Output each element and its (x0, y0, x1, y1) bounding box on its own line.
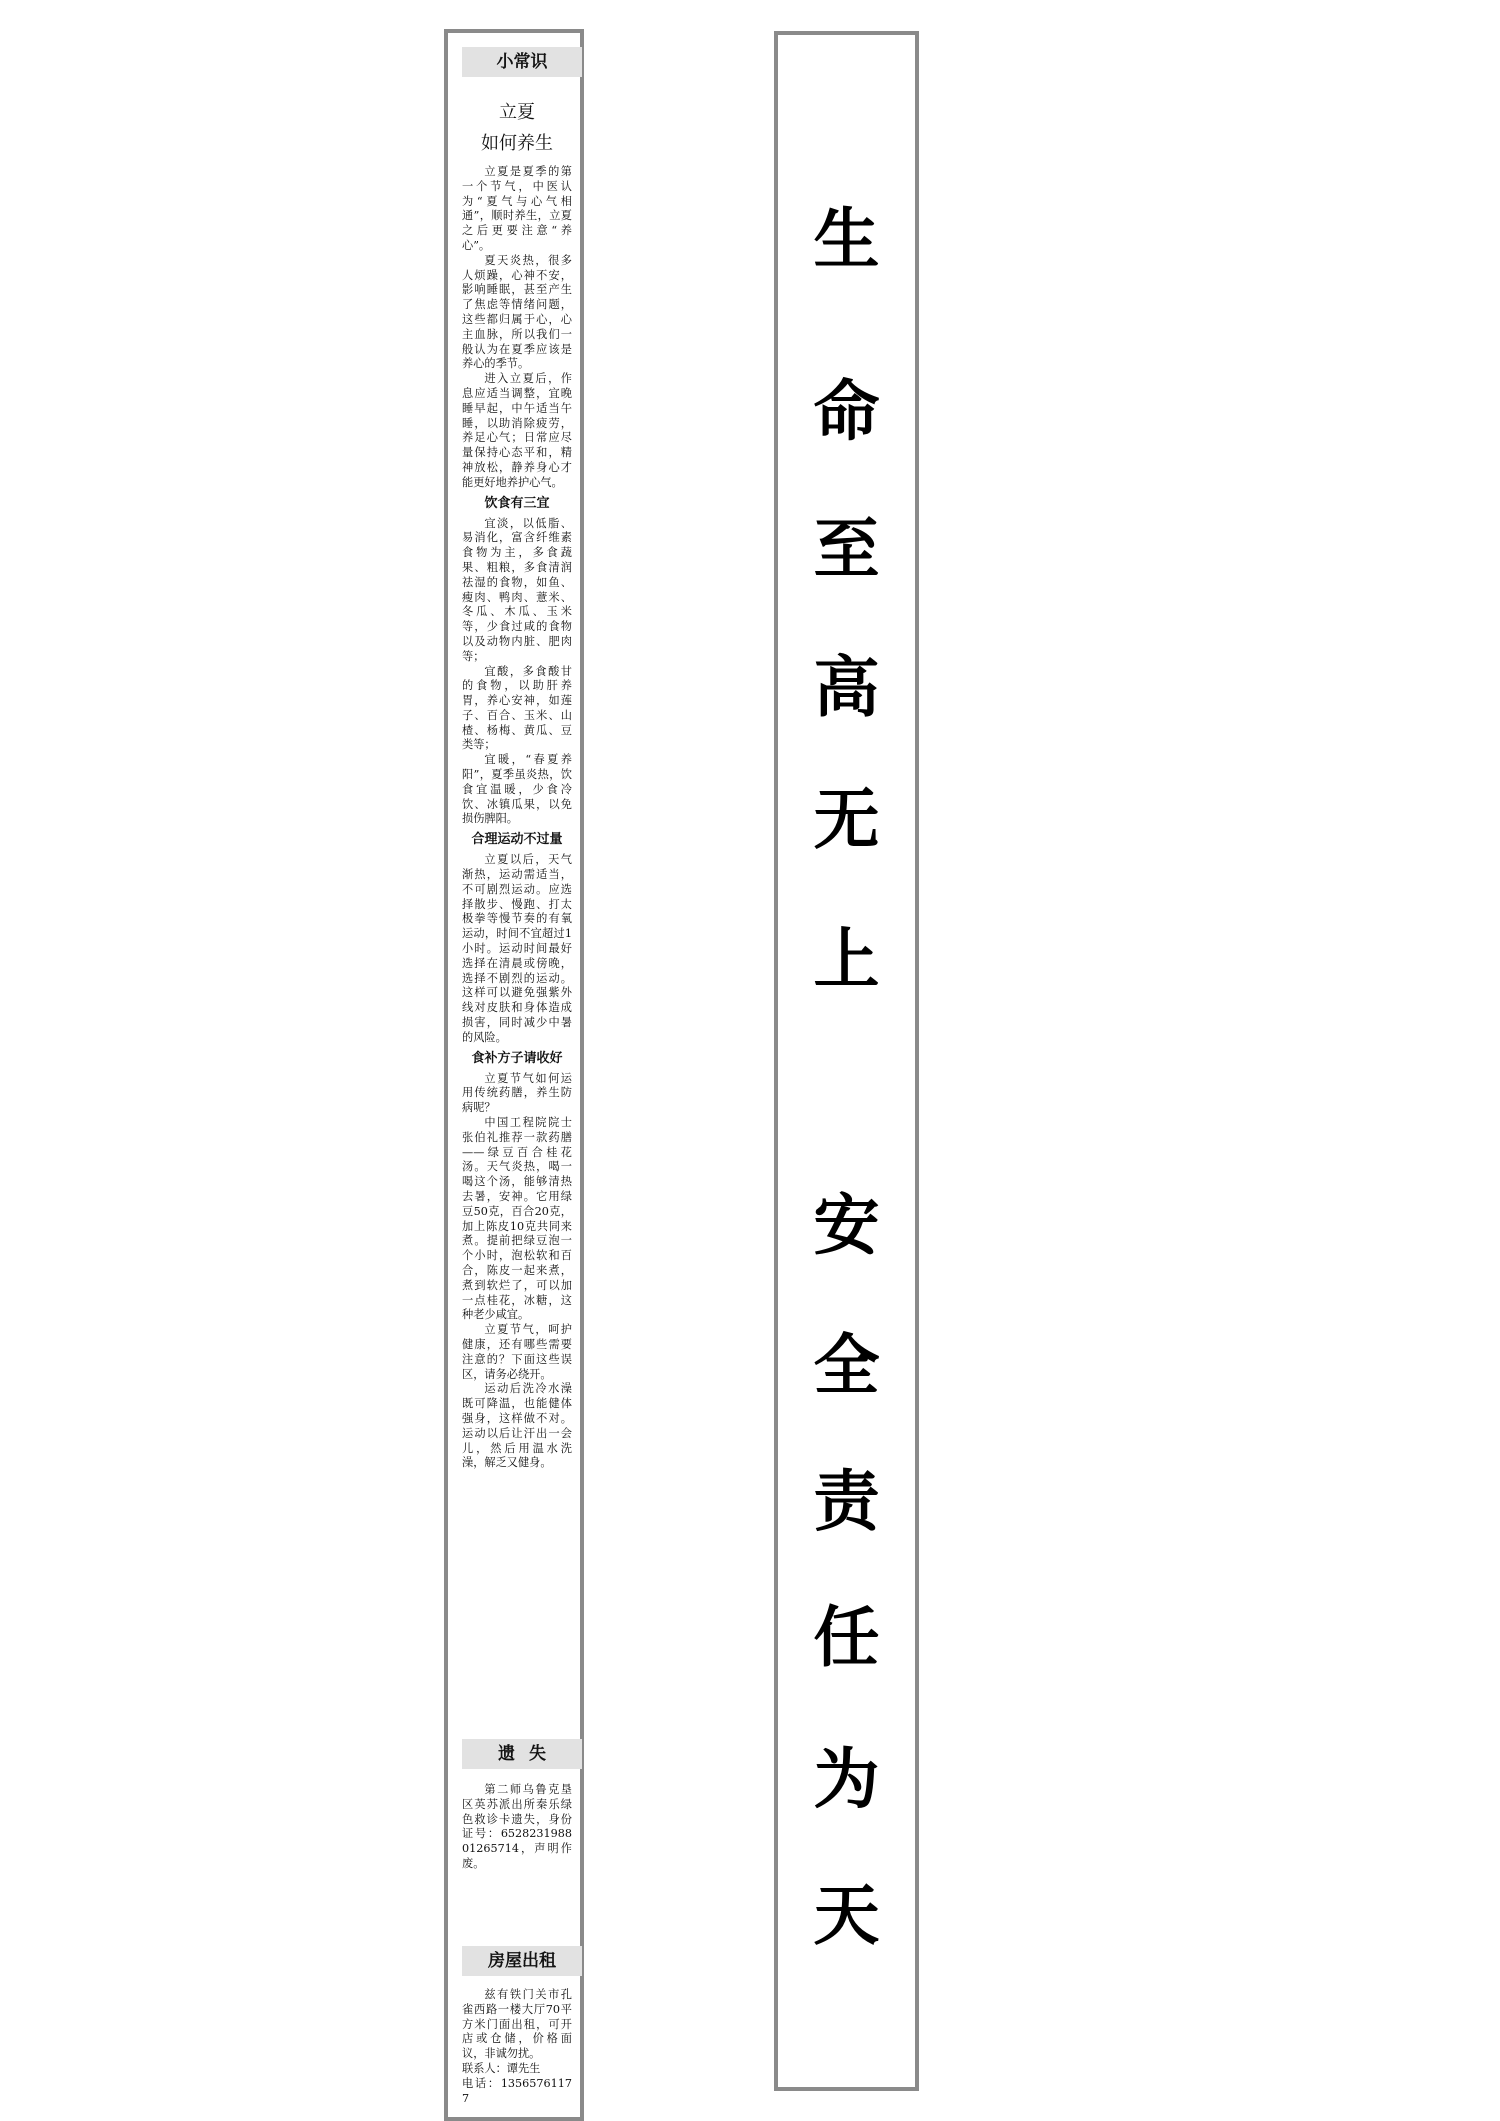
rent-contact: 联系人：谭先生 (462, 2061, 541, 2075)
slogan-char: 命 (813, 373, 880, 450)
food-subtitle: 食补方子请收好 (471, 1050, 563, 1066)
rent-section (462, 1946, 572, 2106)
tips-section (462, 47, 572, 1471)
slogan-char: 责 (813, 1463, 880, 1540)
lost-header: 遗失 (462, 1739, 582, 1769)
slogan-char: 任 (813, 1599, 880, 1676)
article-title-line2: 如何养生 (481, 133, 553, 154)
diet-paragraph: 宜酸，多食酸甘的食物，以助肝养胃，养心安神，如莲子、百合、玉米、山楂、杨梅、黄瓜、豆类等； (462, 664, 572, 752)
rent-notice: 兹有铁门关市孔雀西路一楼大厅70平方米门面出租，可开店或仓储，价格面议，非诚勿扰。 (462, 1988, 572, 2061)
intro-paragraph: 立夏是夏季的第一个节气，中医认为“夏气与心气相通”，顺时养生，立夏之后更要注意“养心”。 (462, 165, 572, 252)
intro-paragraph: 进入立夏后，作息应适当调整，宜晚睡早起，中午适当午睡，以助消除疲劳，养足心气；日常应尽量保持心态平和，精神放松，静养身心才能更好地养护心气。 (462, 372, 572, 489)
slogan-char: 上 (813, 921, 880, 998)
left-column-content (462, 33, 572, 2117)
food-paragraph: 中国工程院院士张伯礼推荐一款药膳——绿豆百合桂花汤。天气炎热，喝一喝这个汤，能够清热去暑，安神。它用绿豆50克，百合20克，加上陈皮10克共同来煮。提前把绿豆泡一个小时，泡松软和百合，陈皮一起来煮，煮到软烂了，可以加一点桂花，冰糖，这种老少咸宜。 (462, 1116, 572, 1322)
food-paragraph: 运动后洗冷水澡既可降温，也能健体强身，这样做不对。运动以后让汗出一会儿，然后用温水洗澡，解乏又健身。 (462, 1382, 572, 1470)
rent-header: 房屋出租 (462, 1946, 582, 1976)
diet-paragraph: 宜暖，“春夏养阳”，夏季虽炎热，饮食宜温暖，少食冷饮、冰镇瓜果，以免损伤脾阳。 (462, 753, 572, 826)
article-title-line1: 立夏 (499, 102, 535, 123)
food-paragraph: 立夏节气如何运用传统药膳，养生防病呢？ (462, 1071, 572, 1115)
slogan-char: 为 (813, 1741, 880, 1818)
exercise-paragraph: 立夏以后，天气渐热，运动需适当，不可剧烈运动。应选择散步、慢跑、打太极拳等慢节奏的有氧运动，时间不宜超过1小时。运动时间最好选择在清晨或傍晚，选择不剧烈的运动。这样可以避免强紫外线对皮肤和身体造成损害，同时减少中暑的风险。 (462, 853, 572, 1044)
left-column (444, 29, 584, 2121)
slogan-char: 安 (813, 1187, 880, 1264)
slogan-char: 至 (813, 511, 880, 588)
exercise-subtitle: 合理运动不过量 (471, 832, 563, 848)
diet-paragraph: 宜淡，以低脂、易消化，富含纤维素食物为主，多食蔬果、粗粮，多食清润祛湿的食物，如鱼、瘦肉、鸭肉、薏米、冬瓜、木瓜、玉米等，少食过咸的食物以及动物内脏、肥肉等； (462, 516, 572, 663)
slogan-char: 全 (813, 1327, 880, 1404)
slogan-column (774, 31, 919, 2091)
slogan-char: 无 (813, 781, 880, 858)
food-paragraph: 立夏节气，呵护健康，还有哪些需要注意的？下面这些误区，请务必绕开。 (462, 1323, 572, 1381)
lost-notice: 第二师乌鲁克垦区英苏派出所秦乐绿色救诊卡遗失，身份证号：652823198801265714，声明作废。 (462, 1783, 572, 1870)
slogan-char: 生 (813, 201, 880, 278)
diet-subtitle: 饮食有三宜 (484, 495, 550, 511)
slogan-char: 高 (813, 649, 880, 726)
slogan-char: 天 (813, 1877, 880, 1954)
rent-phone: 电话：13565761177 (462, 2076, 572, 2105)
lost-section (462, 1739, 572, 1872)
intro-paragraph: 夏天炎热，很多人烦躁，心神不安，影响睡眠，甚至产生了焦虑等情绪问题，这些都归属于心，心主血脉，所以我们一般认为在夏季应该是养心的季节。 (462, 253, 572, 371)
tips-header: 小常识 (462, 47, 582, 77)
